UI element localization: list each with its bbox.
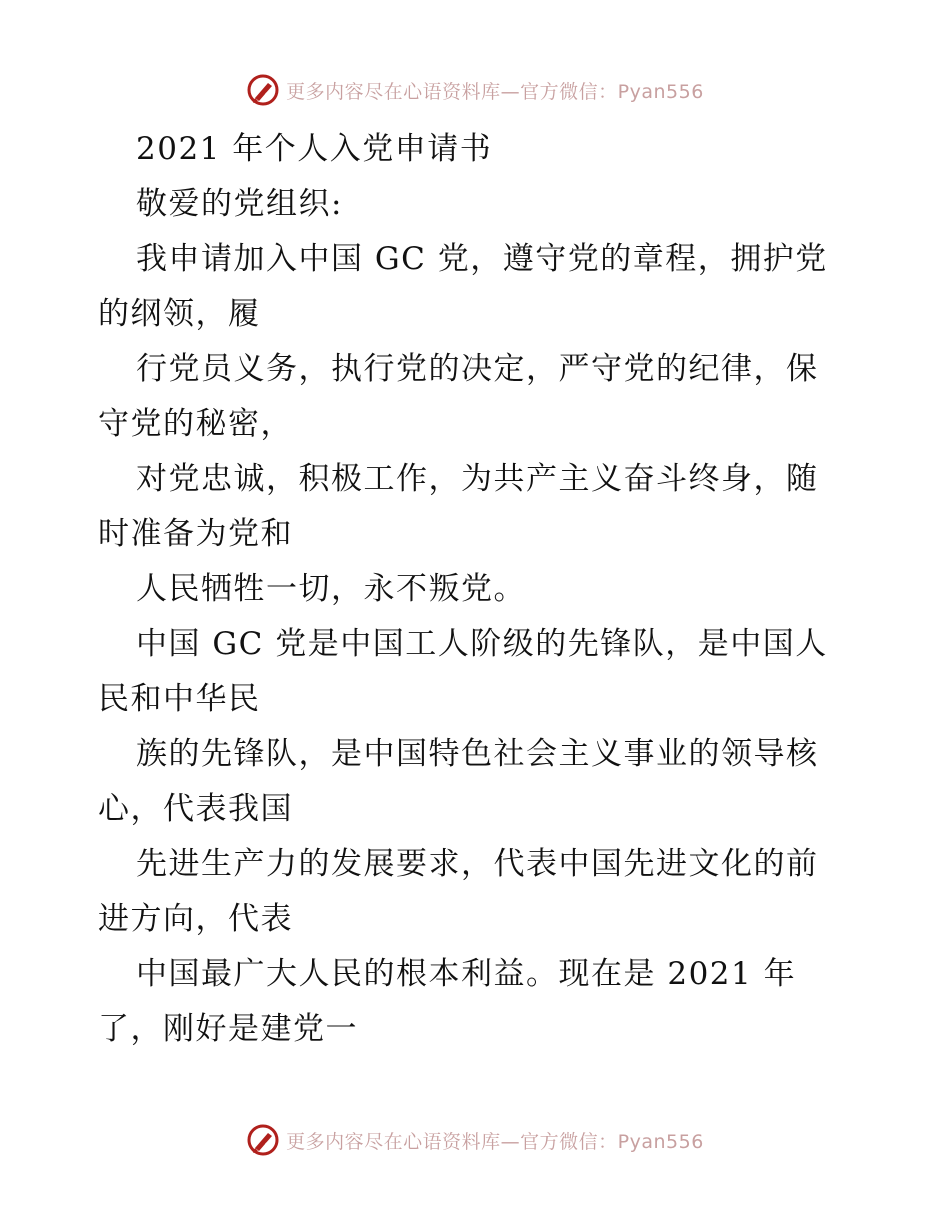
body-line: 行党员义务，执行党的决定，严守党的纪律，保 [136, 351, 819, 387]
pen-logo-icon [246, 73, 280, 107]
body-line: 守党的秘密， [98, 406, 293, 442]
body-line: 我申请加入中国 GC 党，遵守党的章程，拥护党 [136, 241, 828, 277]
pen-logo-icon [246, 1123, 280, 1157]
body-line: 中国最广大人民的根本利益。现在是 2021 年 [136, 956, 797, 992]
body-line: 时准备为党和 [98, 516, 293, 552]
body-line: 中国 GC 党是中国工人阶级的先锋队，是中国人 [136, 626, 828, 662]
body-line: 先进生产力的发展要求，代表中国先进文化的前 [136, 846, 819, 882]
document-body [98, 122, 858, 1057]
footer-watermark-banner [0, 1120, 950, 1160]
body-line: 了，刚好是建党一 [98, 1011, 358, 1047]
watermark-text: 更多内容尽在心语资料库—官方微信：Pyan556 [286, 1130, 704, 1153]
body-line: 进方向，代表 [98, 901, 293, 937]
body-line: 心，代表我国 [98, 791, 293, 827]
body-line: 对党忠诚，积极工作，为共产主义奋斗终身，随 [136, 461, 819, 497]
watermark-text: 更多内容尽在心语资料库—官方微信：Pyan556 [286, 80, 704, 103]
body-line: 人民牺牲一切，永不叛党。 [136, 571, 526, 607]
salutation: 敬爱的党组织: [136, 186, 343, 222]
body-line: 的纲领，履 [98, 296, 261, 332]
body-line: 民和中华民 [98, 681, 261, 717]
header-watermark-banner [0, 70, 950, 110]
document-title: 2021 年个人入党申请书 [136, 131, 493, 167]
body-line: 族的先锋队，是中国特色社会主义事业的领导核 [136, 736, 819, 772]
